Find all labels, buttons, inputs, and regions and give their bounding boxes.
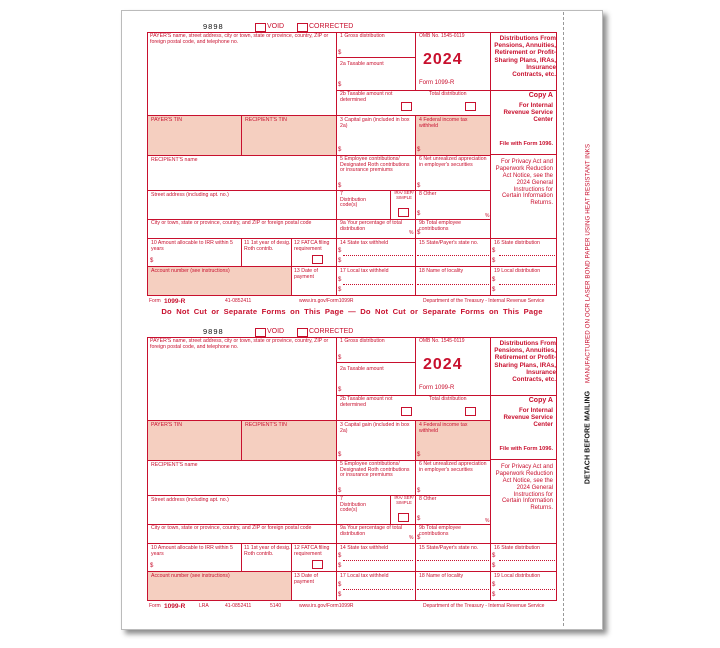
footer-form-number: 1099-R — [164, 603, 186, 610]
fatca-checkbox[interactable] — [312, 255, 323, 264]
percent-sign: % — [409, 535, 414, 541]
perforation-line — [563, 12, 564, 626]
percent-sign: % — [485, 213, 490, 219]
box-2a-label: 2a Taxable amount — [340, 61, 384, 67]
street-address-label: Street address (including apt. no.) — [151, 192, 229, 198]
footer-url[interactable]: www.irs.gov/Form1099R — [299, 298, 354, 304]
dotted-divider — [417, 284, 489, 285]
box-14-label: 14 State tax withheld — [340, 240, 389, 246]
dotted-divider — [417, 589, 489, 590]
box-17-label: 17 Local tax withheld — [340, 268, 389, 274]
total-distribution-checkbox[interactable] — [465, 102, 476, 111]
box-9a-label: 9a Your percentage of total distribution — [340, 220, 403, 232]
box-5-label: 5 Employee contributions/ Designated Roth contributions or insurance premiums — [340, 461, 410, 479]
street-address-label: Street address (including apt. no.) — [151, 497, 229, 503]
dotted-divider — [417, 560, 489, 561]
box-7-label: 7 Distribution code(s) — [340, 496, 366, 514]
dotted-divider — [343, 560, 413, 561]
dollar-sign: $ — [338, 488, 342, 494]
dollar-sign: $ — [338, 82, 342, 88]
box-19-label: 19 Local distribution — [494, 268, 541, 274]
dollar-sign: $ — [338, 147, 342, 153]
box-4-label: 4 Federal income tax withheld — [419, 117, 468, 129]
dollar-sign: $ — [492, 277, 496, 283]
box-3-label: 3 Capital gain (included in box 2a) — [340, 117, 410, 129]
privacy-notice: For Privacy Act and Paperwork Reduction Act Notice, see the 2024 General Instructions for Certain Information Returns. — [495, 159, 553, 207]
box-1-label: 1 Gross distribution — [340, 33, 385, 39]
box-8-label: 8 Other — [419, 191, 437, 197]
corrected-checkbox[interactable] — [297, 23, 308, 32]
void-checkbox[interactable] — [255, 23, 266, 32]
form-name: Form 1099-R — [419, 385, 455, 391]
dollar-sign: $ — [338, 387, 342, 393]
dollar-sign: $ — [338, 50, 342, 56]
box-6-label: 6 Net unrealized appreciation in employer's securities — [419, 461, 487, 473]
form-code: 9898 — [203, 327, 224, 336]
dollar-sign: $ — [492, 553, 496, 559]
box-9b-label: 9b Total employee contributions — [419, 220, 462, 232]
ira-sep-simple-label: IRA/ SEP/ SIMPLE — [394, 495, 414, 505]
box-12-label: 12 FATCA filing requirement — [294, 240, 330, 252]
void-checkbox[interactable] — [255, 328, 266, 337]
dollar-sign: $ — [417, 211, 421, 217]
city-label: City or town, state or province, country, and ZIP or foreign postal code — [151, 220, 312, 226]
box-19-label: 19 Local distribution — [494, 573, 541, 579]
total-distribution-label: Total distribution — [429, 91, 467, 97]
box-6-label: 6 Net unrealized appreciation in employer's securities — [419, 156, 487, 168]
account-number-label: Account number (see instructions) — [151, 573, 230, 579]
corrected-checkbox[interactable] — [297, 328, 308, 337]
dollar-sign: $ — [338, 258, 342, 264]
box-2a-label: 2a Taxable amount — [340, 366, 384, 372]
box-1-label: 1 Gross distribution — [340, 338, 385, 344]
dollar-sign: $ — [417, 488, 421, 494]
box-7-label: 7 Distribution code(s) — [340, 191, 366, 209]
box-16-label: 16 State distribution — [494, 240, 540, 246]
dollar-sign: $ — [417, 516, 421, 522]
ira-sep-simple-label: IRA/ SEP/ SIMPLE — [394, 190, 414, 200]
corrected-label: CORRECTED — [309, 23, 354, 30]
box-4-label: 4 Federal income tax withheld — [419, 422, 468, 434]
box-5-label: 5 Employee contributions/ Designated Roth contributions or insurance premiums — [340, 156, 410, 174]
dotted-divider — [343, 589, 413, 590]
fatca-checkbox[interactable] — [312, 560, 323, 569]
box-8-label: 8 Other — [419, 496, 437, 502]
dollar-sign: $ — [338, 248, 342, 254]
dotted-divider — [417, 255, 489, 256]
footer-extra-number: 5140 — [270, 603, 282, 609]
void-label: VOID — [267, 328, 285, 335]
city-label: City or town, state or province, country, and ZIP or foreign postal code — [151, 525, 312, 531]
copy-label: Copy A — [528, 397, 553, 404]
omb-number: OMB No. 1545-0119 — [419, 33, 465, 39]
corrected-label: CORRECTED — [309, 328, 354, 335]
dollar-sign: $ — [417, 452, 421, 458]
detach-label: DETACH BEFORE MAILING — [584, 390, 592, 485]
box-17-label: 17 Local tax withheld — [340, 573, 389, 579]
tax-year: 2024 — [423, 356, 463, 373]
box-9b-label: 9b Total employee contributions — [419, 525, 462, 537]
box-14-label: 14 State tax withheld — [340, 545, 389, 551]
dollar-sign: $ — [338, 183, 342, 189]
taxable-not-determined-checkbox[interactable] — [401, 102, 412, 111]
dollar-sign: $ — [417, 230, 421, 236]
dollar-sign: $ — [338, 582, 342, 588]
dotted-divider — [499, 284, 555, 285]
dollar-sign: $ — [338, 592, 342, 598]
dollar-sign: $ — [338, 452, 342, 458]
box-2b-label: 2b Taxable amount not determined — [340, 91, 393, 103]
side-margin-text — [585, 144, 592, 484]
form-title: Distributions From Pensions, Annuities, Retirement or Profit-Sharing Plans, IRAs, Insurance Contracts, etc. — [494, 340, 556, 384]
box-16-label: 16 State distribution — [494, 545, 540, 551]
dollar-sign: $ — [338, 287, 342, 293]
file-with: File with Form 1096. — [499, 446, 553, 452]
footer-form-word: Form — [149, 298, 161, 304]
box-11-label: 11 1st year of desig. Roth contrib. — [244, 240, 291, 252]
account-number-label: Account number (see instructions) — [151, 268, 230, 274]
dollar-sign: $ — [492, 287, 496, 293]
percent-sign: % — [485, 518, 490, 524]
paper-note: MANUFACTURED ON OCR LASER BOND PAPER USING HEAT RESISTANT INKS — [584, 143, 592, 383]
percent-sign: % — [409, 230, 414, 236]
cut-notice: Do Not Cut or Separate Forms on This Page — Do Not Cut or Separate Forms on This Page — [161, 307, 543, 316]
footer-form-word: Form — [149, 603, 161, 609]
dollar-sign: $ — [492, 592, 496, 598]
dollar-sign: $ — [338, 563, 342, 569]
recipient-tin-label: RECIPIENT'S TIN — [245, 117, 287, 123]
footer-department: Department of the Treasury - Internal Revenue Service — [423, 603, 545, 609]
omb-number: OMB No. 1545-0119 — [419, 338, 465, 344]
dotted-divider — [343, 255, 413, 256]
dollar-sign: $ — [417, 147, 421, 153]
box-12-label: 12 FATCA filing requirement — [294, 545, 330, 557]
footer-department: Department of the Treasury - Internal Revenue Service — [423, 298, 545, 304]
footer-form-number: 1099-R — [164, 298, 186, 305]
dollar-sign: $ — [150, 258, 154, 264]
dollar-sign: $ — [417, 535, 421, 541]
dotted-divider — [343, 284, 413, 285]
payer-info-label: PAYER'S name, street address, city or town, state or province, country, ZIP or foreign postal code, and telephone no. — [150, 338, 329, 350]
footer-lra: LRA — [199, 603, 209, 609]
dollar-sign: $ — [492, 563, 496, 569]
dollar-sign: $ — [417, 183, 421, 189]
box-18-label: 18 Name of locality — [419, 268, 464, 274]
dotted-divider — [499, 255, 555, 256]
dollar-sign: $ — [492, 248, 496, 254]
form-name: Form 1099-R — [419, 80, 455, 86]
box-18-label: 18 Name of locality — [419, 573, 464, 579]
box-10-label: 10 Amount allocable to IRR within 5 years — [151, 240, 233, 252]
footer-cat-number: 41-0852411 — [225, 603, 252, 609]
box-10-label: 10 Amount allocable to IRR within 5 years — [151, 545, 233, 557]
copy-for: For Internal Revenue Service Center — [503, 407, 553, 428]
ira-sep-simple-checkbox[interactable] — [398, 208, 409, 217]
taxable-not-determined-checkbox[interactable] — [401, 407, 412, 416]
copy-for: For Internal Revenue Service Center — [503, 102, 553, 123]
form-code: 9898 — [203, 22, 224, 31]
payer-info-label: PAYER'S name, street address, city or town, state or province, country, ZIP or foreign postal code, and telephone no. — [150, 33, 329, 45]
form-title: Distributions From Pensions, Annuities, Retirement or Profit-Sharing Plans, IRAs, Insurance Contracts, etc. — [494, 35, 556, 79]
box-15-label: 15 State/Payer's state no. — [419, 240, 479, 246]
total-distribution-checkbox[interactable] — [465, 407, 476, 416]
box-11-label: 11 1st year of desig. Roth contrib. — [244, 545, 291, 557]
dollar-sign: $ — [338, 553, 342, 559]
footer-url[interactable]: www.irs.gov/Form1099R — [299, 603, 354, 609]
dollar-sign: $ — [492, 258, 496, 264]
copy-label: Copy A — [528, 92, 553, 99]
total-distribution-label: Total distribution — [429, 396, 467, 402]
box-15-label: 15 State/Payer's state no. — [419, 545, 479, 551]
box-13-label: 13 Date of payment — [294, 573, 318, 585]
box-2b-label: 2b Taxable amount not determined — [340, 396, 393, 408]
recipient-name-label: RECIPIENT'S name — [151, 462, 198, 468]
box-13-label: 13 Date of payment — [294, 268, 318, 280]
recipient-tin-label: RECIPIENT'S TIN — [245, 422, 287, 428]
dollar-sign: $ — [338, 277, 342, 283]
tax-year: 2024 — [423, 51, 463, 68]
recipient-name-label: RECIPIENT'S name — [151, 157, 198, 163]
file-with: File with Form 1096. — [499, 141, 553, 147]
void-label: VOID — [267, 23, 285, 30]
box-9a-label: 9a Your percentage of total distribution — [340, 525, 403, 537]
dollar-sign: $ — [150, 563, 154, 569]
form-1099r-top — [147, 22, 557, 312]
footer-cat-number: 41-0852411 — [225, 298, 252, 304]
dollar-sign: $ — [492, 582, 496, 588]
payer-tin-label: PAYER'S TIN — [151, 422, 182, 428]
box-3-label: 3 Capital gain (included in box 2a) — [340, 422, 410, 434]
dollar-sign: $ — [338, 355, 342, 361]
dotted-divider — [499, 589, 555, 590]
dotted-divider — [499, 560, 555, 561]
privacy-notice: For Privacy Act and Paperwork Reduction Act Notice, see the 2024 General Instructions for Certain Information Returns. — [495, 464, 553, 512]
ira-sep-simple-checkbox[interactable] — [398, 513, 409, 522]
form-1099r-bottom — [147, 327, 557, 617]
payer-tin-label: PAYER'S TIN — [151, 117, 182, 123]
